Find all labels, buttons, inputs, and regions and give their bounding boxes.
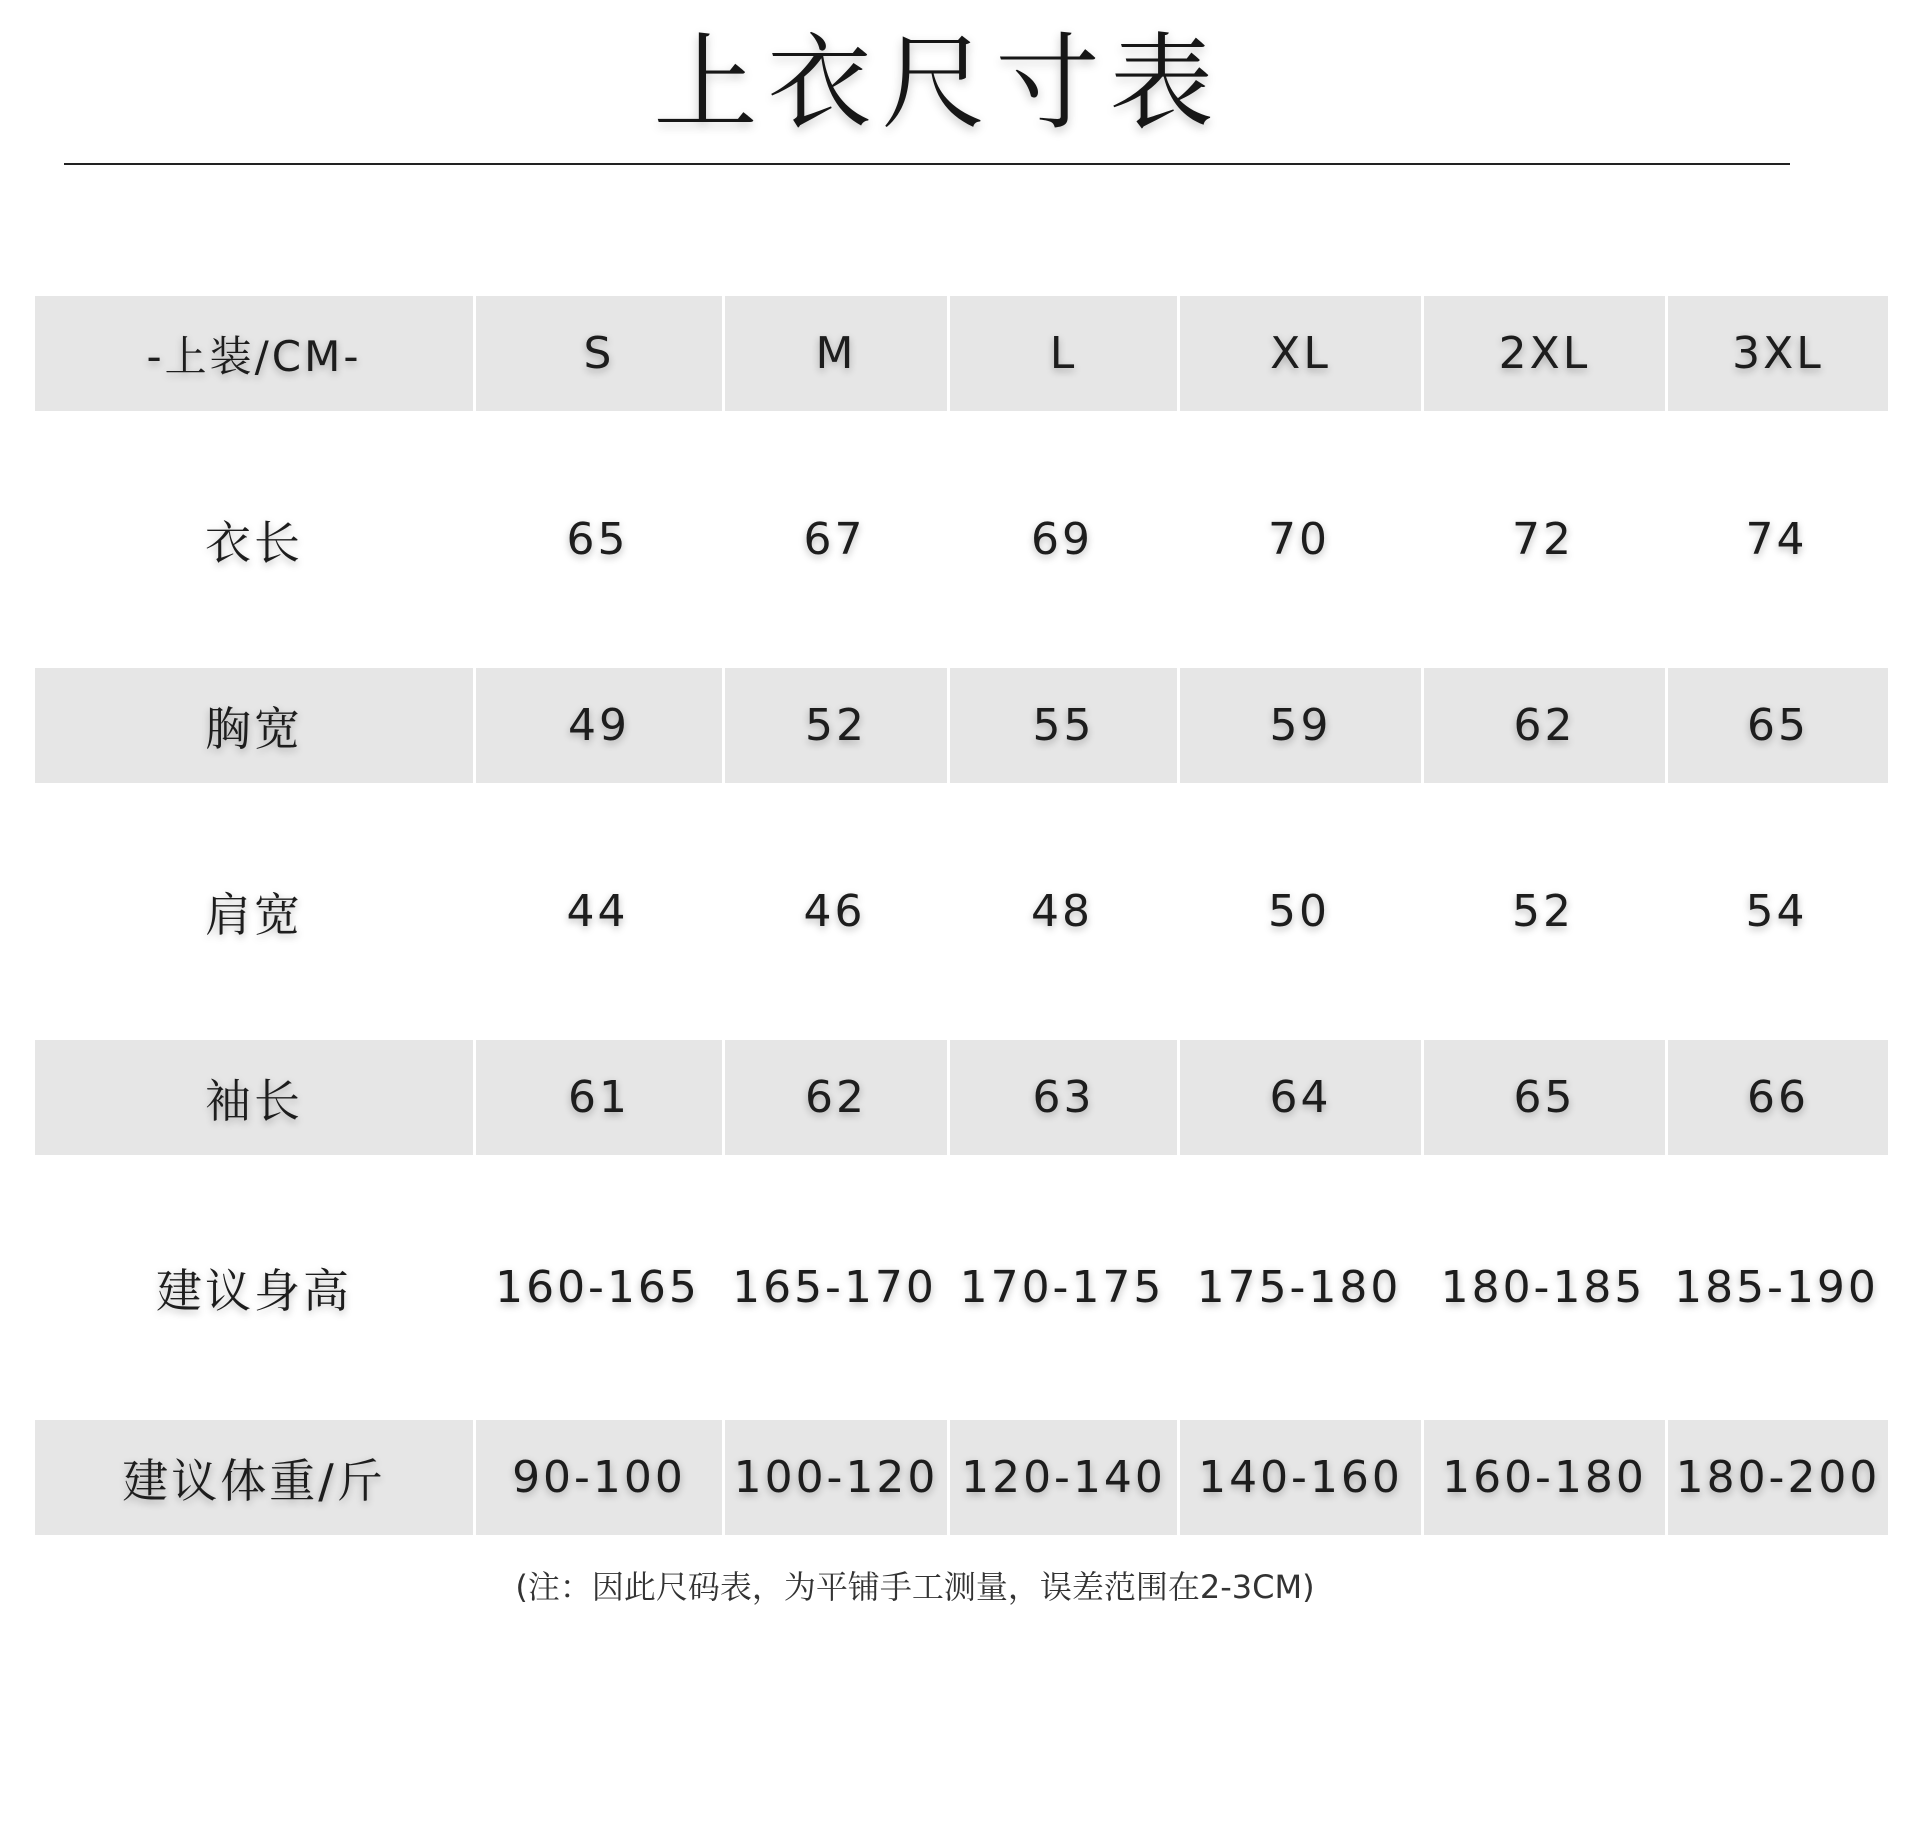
size-chart-table	[35, 296, 1888, 1535]
table-cell: 65	[1665, 668, 1888, 783]
table-cell: 185-190	[1674, 1262, 1879, 1313]
table-cell: 63	[947, 1040, 1177, 1155]
row-label: 建议体重/斤	[35, 1420, 473, 1535]
table-cell: 160-180	[1421, 1420, 1665, 1535]
table-cell: 180-200	[1665, 1420, 1888, 1535]
header-label: -上装/CM-	[35, 296, 473, 411]
table-cell: 180-185	[1440, 1262, 1646, 1313]
table-cell: 55	[947, 668, 1177, 783]
table-cell: 67	[803, 514, 866, 565]
table-cell: 64	[1177, 1040, 1421, 1155]
row-label: 胸宽	[35, 668, 473, 783]
table-row	[35, 783, 1888, 1040]
table-row	[35, 1040, 1888, 1155]
size-header: S	[473, 296, 722, 411]
table-cell: 52	[722, 668, 947, 783]
table-cell: 160-165	[495, 1262, 700, 1313]
row-label: 衣长	[205, 515, 303, 570]
table-cell: 100-120	[722, 1420, 947, 1535]
table-cell: 46	[803, 886, 866, 937]
row-label: 袖长	[35, 1040, 473, 1155]
table-cell: 175-180	[1196, 1262, 1402, 1313]
table-row	[35, 411, 1888, 668]
table-cell: 120-140	[947, 1420, 1177, 1535]
row-label: 建议身高	[156, 1263, 352, 1318]
size-header: L	[947, 296, 1177, 411]
table-cell: 49	[473, 668, 722, 783]
table-cell: 74	[1745, 514, 1808, 565]
table-cell: 62	[722, 1040, 947, 1155]
table-cell: 70	[1268, 514, 1330, 565]
table-cell: 66	[1665, 1040, 1888, 1155]
header-row	[35, 296, 1888, 411]
size-header: XL	[1177, 296, 1421, 411]
table-cell: 65	[566, 514, 629, 565]
table-row	[35, 668, 1888, 783]
table-cell: 50	[1268, 886, 1330, 937]
table-cell: 61	[473, 1040, 722, 1155]
row-label: 肩宽	[205, 887, 303, 942]
table-cell: 72	[1512, 514, 1574, 565]
table-cell: 69	[1031, 514, 1093, 565]
size-header: M	[722, 296, 947, 411]
table-cell: 59	[1177, 668, 1421, 783]
table-cell: 44	[566, 886, 629, 937]
page-title: 上衣尺寸表	[653, 22, 1224, 144]
table-cell: 170-175	[959, 1262, 1165, 1313]
table-cell: 65	[1421, 1040, 1665, 1155]
table-row	[35, 1155, 1888, 1420]
size-header: 2XL	[1421, 296, 1665, 411]
table-cell: 62	[1421, 668, 1665, 783]
title-divider	[64, 163, 1790, 165]
table-cell: 140-160	[1177, 1420, 1421, 1535]
table-cell: 48	[1031, 886, 1093, 937]
table-cell: 165-170	[732, 1262, 937, 1313]
table-cell: 90-100	[473, 1420, 722, 1535]
table-row	[35, 1420, 1888, 1535]
measurement-note: (注：因此尺码表，为平铺手工测量，误差范围在2-3CM)	[515, 1568, 1315, 1606]
table-cell: 54	[1745, 886, 1808, 937]
table-cell: 52	[1512, 886, 1574, 937]
size-header: 3XL	[1665, 296, 1888, 411]
